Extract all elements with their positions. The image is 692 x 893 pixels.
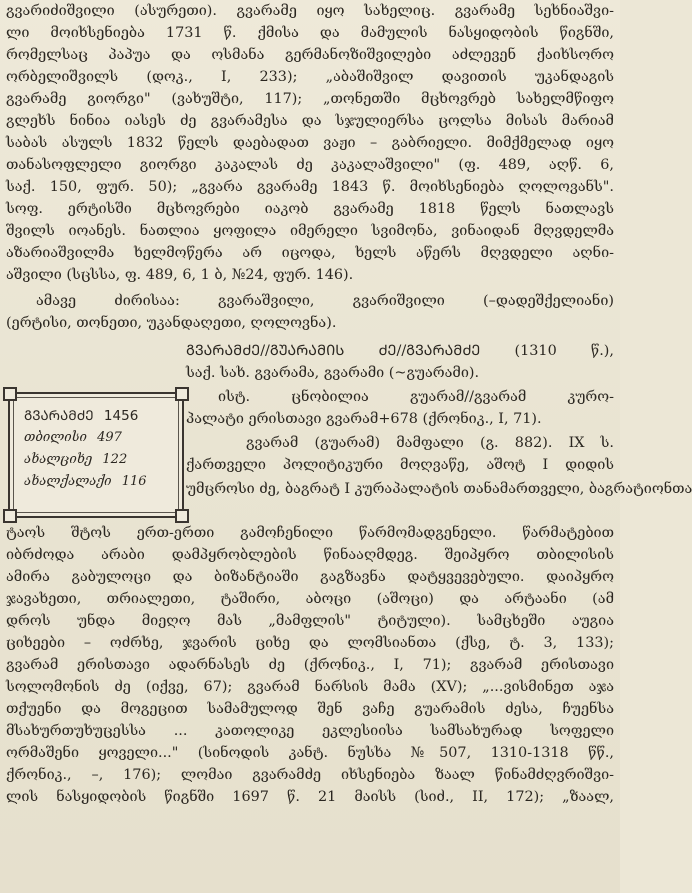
text-line: საბას ასულს 1832 წელს დაებადათ ვაჟი – გაბრიელი. მიმქმელად იყო bbox=[6, 135, 614, 151]
text-line: ქრონიკ., –, 176); ლომაი გვარამძე იხსენიება ზაალ წინამძღვრიშვი- bbox=[6, 767, 614, 783]
text-line: მსახურთუხუცესსა ... კათოლიკე ეკლესიისა სამსახურად სოფელი bbox=[6, 723, 614, 739]
stat-region: ახალციხე bbox=[24, 452, 93, 467]
stat-row bbox=[24, 450, 170, 470]
text-line: გვარამ ერისთავი ადარნასეს ძე (ქრონიკ., I, 71); გვარამ ერისთავი bbox=[6, 657, 614, 673]
frame-corner-ornament bbox=[3, 509, 17, 523]
text-line: საქ. სახ. გვარამა, გვარამი (~გუარამი). bbox=[186, 365, 480, 381]
text-line: უმცროსი ძე, ბაგრატ I კურაპალატის თანამართველი, ბაგრატიონთა bbox=[186, 481, 692, 497]
text-line: ისტ. ცნობილია გუარამ//გვარამ კურო- bbox=[218, 389, 614, 405]
text-line: გლეხს ნინია იასეს ძე გვარამესა და სჯულიერსა ცოლსა მისას მარიამ bbox=[6, 113, 614, 129]
entry-heading: ᲒᲕᲐᲠᲐᲛᲫᲔ//ᲒᲣᲐᲠᲐᲛᲘᲡ ᲫᲔ//ᲒᲕᲐᲠᲐᲛᲫᲔ (1310 წ.), bbox=[186, 343, 614, 359]
text-line: საქ. 150, ფურ. 50); „გვარა გვარამე 1843 წ. მოიხსენიება ღოლოვანს". bbox=[6, 179, 614, 195]
text-line: ორბელიშვილს (დოკ., I, 233); „აბაშიშვილ დავითის უკანდაგის bbox=[6, 69, 614, 85]
stat-total: 1456 bbox=[103, 408, 139, 424]
frame-corner-ornament bbox=[175, 387, 189, 401]
text-line: თანასოფლელი გიორგი კაკალას ძე კაკალაშვილი" (ფ. 489, აღწ. 6, bbox=[6, 157, 614, 173]
text-line: (ერტისი, თონეთი, უკანდაღეთი, ღოლოვნა). bbox=[6, 315, 337, 331]
text-line: დროს უნდა მიეღო მას „მამფლის" ტიტული). სამცხეში აუგია bbox=[6, 613, 614, 629]
text-line: შვილს იოანეს. ნათლია ყოფილა იმერელი სვიმონა, ვინაიდან მღვდელმა bbox=[6, 223, 614, 239]
text-line: ჯავახეთი, თრიალეთი, ტაშირი, აბოცი (აშოცი) და არტაანი (ამ bbox=[6, 591, 614, 607]
text-line: გვარამე გიორგი" (ვახუშტი, 117); „თონეთში მცხოვრებ სახელმწიფო bbox=[6, 91, 614, 107]
text-line: სოფ. ერტისში მცხოვრები იაკობ გვარამე 1818 წელს ნათლავს bbox=[6, 201, 614, 217]
text-line: ციხეები – ოძრხე, ჯვარის ციხე და ლომსიანთა (ქსე, ტ. 3, 133); bbox=[6, 635, 614, 651]
text-line: პალატი ერისთავი გვარამ+678 (ქრონიკ., I, 71). bbox=[186, 411, 542, 427]
text-line: თქუენი და მოგეცით სამამულოდ შენ ვაჩე გუარამის ძესა, ჩუენსა bbox=[6, 701, 614, 717]
stat-row bbox=[24, 472, 170, 492]
text-line: ამავე ძირისაა: გვარაშვილი, გვარიშვილი (–დადეშქელიანი) bbox=[36, 293, 614, 309]
text-line: ლის ნასყიდობის წიგნში 1697 წ. 21 მაისს (სიძ., II, 172); „ზაალ, bbox=[6, 789, 614, 805]
text-line: აზარიაშვილმა ხელმოწერა არ იცოდა, ხელს აწერს მღვდელი აღნი- bbox=[6, 245, 614, 261]
stat-count: 497 bbox=[97, 430, 122, 445]
text-line: იბრძოდა არაბი დამპყრობლების წინააღმდეგ. შეიპყრო თბილისის bbox=[6, 547, 614, 563]
text-line: გვარიძიშვილი (ასურეთი). გვარამე იყო სახელიც. გვარამე სეხნიაშვი- bbox=[6, 3, 614, 19]
stat-surname: ᲒᲕᲐᲠᲐᲛᲫᲔ bbox=[24, 408, 94, 424]
surname-stat-box bbox=[8, 392, 184, 518]
text-line: ლი მოიხსენიება 1731 წ. ქმისა და მამულის ნასყიდობის წიგნში, bbox=[6, 25, 614, 41]
text-line: გვარამ (გუარამ) მამფალი (გ. 882). IX ს. bbox=[246, 435, 614, 451]
stat-count: 116 bbox=[121, 474, 147, 489]
text-line: ორმაშენი ყოველი..." (სინოდის კანტ. ნუსხა №507, 1310-1318 წწ., bbox=[6, 745, 614, 761]
text-line: ამირა გაბულოცი და ბიზანტიაში გაგზავნა დატყვევებული. დაიპყრო bbox=[6, 569, 614, 585]
text-line: ქართველი პოლიტიკური მოღვაწე, აშოტ I დიდის bbox=[186, 457, 614, 473]
text-line: სოლომონის ძე (იქვე, 67); გვარამ ნარსის მამა (XV); „...ვისმინეთ აჯა bbox=[6, 679, 614, 695]
text-line: რომელსაც პაპუა და ოსმანა გერმანოზიშვილები აძლევენ ქაიხსორო bbox=[6, 47, 614, 63]
text-line: ტაოს შტოს ერთ-ერთი გამოჩენილი წარმომადგენელი. წარმატებით bbox=[6, 525, 614, 541]
frame-corner-ornament bbox=[3, 387, 17, 401]
stat-region: ახალქალაქი bbox=[24, 474, 112, 489]
text-line: აშვილი (სცსსა, ფ. 489, 6, 1 ბ, №24, ფურ. 146). bbox=[6, 267, 354, 283]
stat-region: თბილისი bbox=[24, 430, 87, 445]
stat-row bbox=[24, 428, 170, 448]
stat-box-header bbox=[24, 406, 170, 426]
stat-count: 122 bbox=[102, 452, 128, 467]
frame-corner-ornament bbox=[175, 509, 189, 523]
